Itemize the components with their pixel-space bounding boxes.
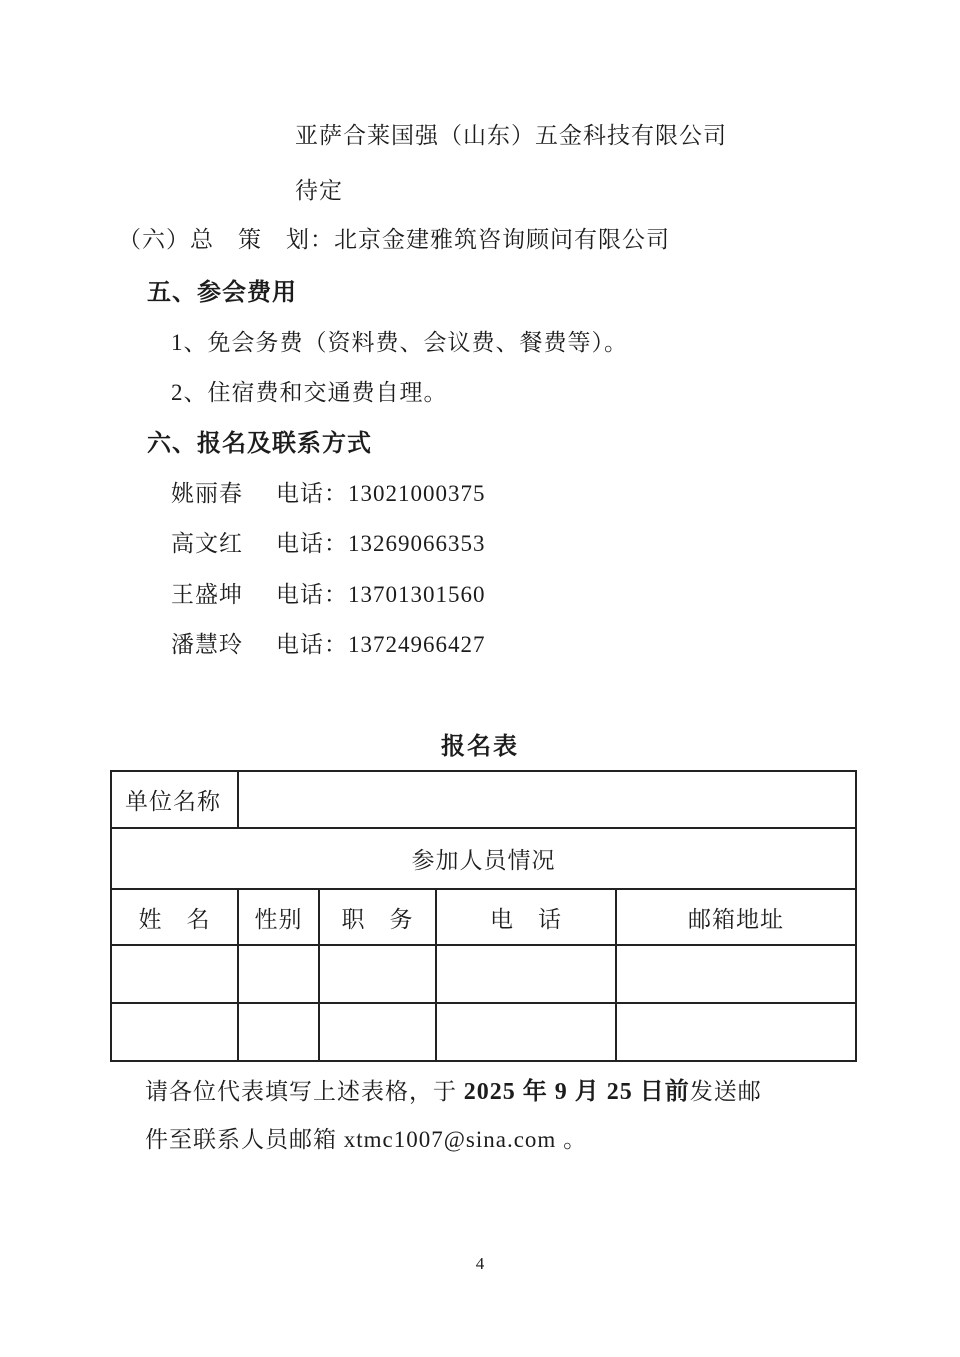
contact-name: 王盛坤 — [171, 582, 243, 607]
table-empty-cell — [616, 945, 856, 1003]
deadline-date: 2025 年 9 月 25 日前 — [463, 1079, 690, 1105]
contact-phone-number: 13021000375 — [348, 481, 486, 506]
company-name-line: 亚萨合莱国强（山东）五金科技有限公司 — [295, 123, 727, 148]
contact-phone-label: 电话： — [276, 481, 348, 506]
participants-header-cell: 参加人员情况 — [111, 828, 856, 889]
unit-name-value-cell — [238, 771, 856, 828]
item-six-planner-line: （六）总 策 划：北京金建雅筑咨询顾问有限公司 — [118, 227, 670, 252]
table-empty-cell — [436, 1003, 616, 1061]
table-empty-cell — [319, 945, 436, 1003]
contact-name: 姚丽春 — [171, 481, 243, 506]
closing-paragraph-line1 — [145, 1071, 762, 1106]
tbd-line: 待定 — [295, 178, 343, 203]
contact-line — [171, 626, 486, 659]
contact-line — [171, 525, 486, 558]
closing-paragraph-line2 — [145, 1121, 587, 1154]
closing-prefix: 请各位代表填写上述表格，于 — [145, 1079, 464, 1104]
contact-name: 潘慧玲 — [171, 632, 243, 657]
contact-phone-number: 13269066353 — [348, 531, 486, 556]
column-header-title: 职 务 — [319, 889, 436, 945]
registration-form-title: 报名表 — [441, 734, 519, 760]
registration-table — [110, 770, 857, 1062]
table-empty-cell — [616, 1003, 856, 1061]
table-empty-cell — [111, 1003, 238, 1061]
column-header-row — [111, 889, 856, 945]
contact-line — [171, 576, 486, 609]
section5-heading: 五、参会费用 — [147, 280, 297, 306]
contact-line — [171, 475, 486, 508]
participants-header-row — [111, 828, 856, 889]
contact-phone-number: 13724966427 — [348, 632, 486, 657]
column-header-email: 邮箱地址 — [616, 889, 856, 945]
table-empty-row — [111, 1003, 856, 1061]
table-empty-cell — [111, 945, 238, 1003]
unit-name-label-cell: 单位名称 — [111, 771, 238, 828]
contact-email: xtmc1007@sina.com — [343, 1127, 557, 1152]
closing-line2-suffix: 。 — [556, 1127, 588, 1152]
contact-phone-number: 13701301560 — [348, 582, 486, 607]
table-empty-cell — [238, 945, 319, 1003]
column-header-gender: 性别 — [238, 889, 319, 945]
contact-phone-label: 电话： — [276, 632, 348, 657]
contact-phone-label: 电话： — [276, 531, 348, 556]
contact-name: 高文红 — [171, 531, 243, 556]
table-empty-row — [111, 945, 856, 1003]
unit-name-row — [111, 771, 856, 828]
section5-item2: 2、住宿费和交通费自理。 — [171, 380, 448, 405]
table-empty-cell — [319, 1003, 436, 1061]
closing-suffix: 发送邮 — [689, 1079, 762, 1104]
section6-heading: 六、报名及联系方式 — [147, 431, 372, 457]
column-header-phone: 电 话 — [436, 889, 616, 945]
contact-phone-label: 电话： — [276, 582, 348, 607]
column-header-name: 姓 名 — [111, 889, 238, 945]
section5-item1: 1、免会务费（资料费、会议费、餐费等）。 — [171, 330, 628, 355]
table-empty-cell — [436, 945, 616, 1003]
closing-line2-prefix: 件至联系人员邮箱 — [145, 1127, 344, 1152]
table-empty-cell — [238, 1003, 319, 1061]
page-number: 4 — [475, 1254, 485, 1273]
